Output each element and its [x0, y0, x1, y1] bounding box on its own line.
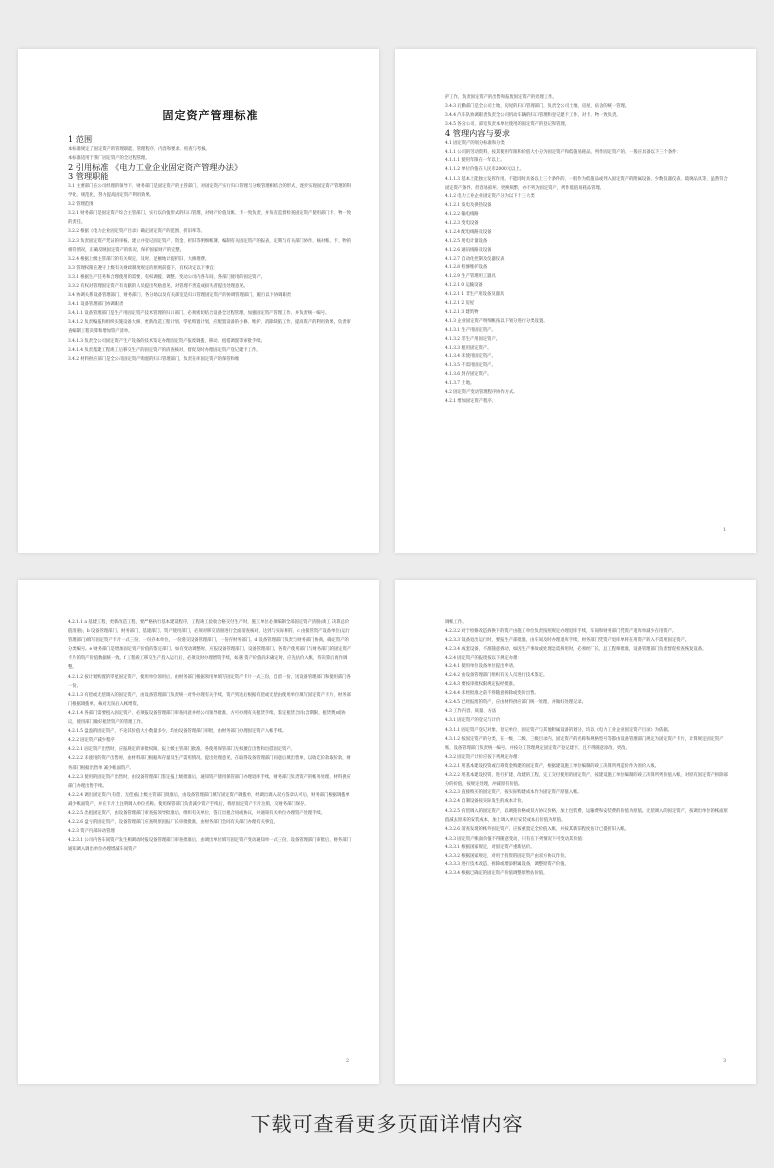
paragraph: 4.1.1 公司的劳动资料，按其使用年限和价值大小分为固定资产和低值易耗品，列作固定资产的，一般应具备以下三个条件： — [445, 150, 681, 156]
paragraph: 4.1.2.3 变电设备 — [445, 220, 479, 226]
paragraph: 3.4.1.2 负责编报和组织实施设备大修、更新改造工程计划、零星购置计划，应配置设备的小修、维护、消除缺陷工作，提高资产的利用效果，负责审查编制工程决算和增加资产清单。 — [68, 320, 351, 335]
page-number: 2 — [346, 1059, 349, 1064]
paragraph: 4.1.3.2 非生产用固定资产。 — [445, 336, 501, 342]
paragraph: 4.2.3.3 设备退出运行时，要报生产部批准，由车间及时办理退库手续，财务部门凭资产退库单将在用资产转入不需用固定资产。 — [445, 638, 690, 644]
paragraph: 3.4.3 后勤部门是全公司土地、房屋的归口管理部门，负责全公司土地、房屋、宿舍的统一管理。 — [445, 104, 630, 110]
paragraph: 3.3 管理权限在遵守上级有关财政制度规定的原则前提下，有权决定以下事宜： — [68, 265, 218, 271]
paragraph: 4.2.4.2 由设备管理部门组织有关人员进行技术鉴定。 — [445, 673, 548, 679]
paragraph: 4.1.2.9 生产管理用工器具 — [445, 274, 496, 280]
paragraph: 4.3.3.2 根据国家规定，对用于投资的固定资产由双方协议作价。 — [445, 853, 569, 859]
paragraph: 3.4.2 材料供应部门是全公司固定资产购置的归口管理部门，负责在库固定资产的保管和维 — [68, 356, 240, 362]
paragraph: 4.1 固定资产的划分标准和分类 — [445, 140, 505, 146]
paragraph: 3.3.1 根据生产任务和合理使用的需要，有权调拨、调整、变动公司内各车间、各部门使用的固定资产。 — [68, 274, 266, 280]
paragraph: 4.2.3.2 对于检修改造拆换下的资产由施工单位负责按照规定办理退库手续，车间和财务部门凭资产退库单减少在用资产。 — [445, 629, 677, 635]
document-page-1 — [18, 49, 379, 553]
paragraph: 4.2.1.2 按计划购置的零星固定资产，使用单位领用后，由财务部门根据领用单填写固定资产卡片一式三份，自留一份，送设备管理部门和使用部门各一份。 — [68, 674, 351, 689]
paragraph: 4.2.4.1 使用单位设备单位提出申请。 — [445, 664, 518, 670]
paragraph: 4.1.2.1 发电及供热设备 — [445, 203, 492, 209]
document-page-4 — [395, 580, 756, 1084]
paragraph: 4.1.1.3 基本上能独立发挥作用。不能同时具备以上三个条件的，一般作为低值品或列入固定资产的附属设备，少数仪器仪表、玻璃品具等，虽然符合固定资产条件，但容易损坏，更换频繁，亦不列为固定资产，列作低值易耗品管理。 — [445, 176, 728, 192]
paragraph: 4.3.1.2 按固定资产的分类，在一级、二级、三级目录内，固定资产的名称和规格型号等都由设备管理部门规定为固定资产卡片，计算规定固定资产账，设备管理部门负责统一编号，并按分工管理规定固定资产登记建卡，且不得随意涂改、更改。 — [445, 736, 724, 751]
paragraph: 4.1.2.7 自动化控制及仪器仪表 — [445, 256, 505, 262]
paragraph: 4.1.3.7 土地。 — [445, 381, 475, 387]
paragraph: 4.3.3.3 进行技术改造、拆除或增添附属设备，调整原资产价值。 — [445, 862, 569, 868]
paragraph: 4.3.1.1 固定资产登记对象、登记单位、固定资产与其他附属设备的划分，均以《电力工业企业固定资产目录》为依据。 — [445, 727, 672, 733]
paragraph: 4.1.2.2 输电线路 — [445, 211, 479, 217]
section-heading: 2 引用标准 《电力工业企业固定资产管理办法》 — [68, 161, 243, 172]
section-heading: 1 范围 — [68, 134, 93, 144]
paragraph: 3.2 管理范围 — [68, 202, 94, 208]
paragraph: 3.4.5 各分公司、部室负责本单位使用的固定资产的登记和管理。 — [445, 122, 570, 128]
paragraph: 护工作，负责固定资产的出售和报废固定资产的处理工作。 — [445, 95, 557, 100]
paragraph: 本标准适用于我厂固定资产的全过程管理。 — [68, 155, 150, 161]
paragraph: 4.2.4.5 已经报废的资产，应由材料供应部门统一处理，并做好处理记录。 — [445, 700, 587, 706]
paragraph: 4.2 固定资产变动管理程序协作方式。 — [445, 390, 518, 396]
paragraph: 本标准规定了固定资产的管理职能、管理程序、内容和要求、检查与考核。 — [68, 146, 210, 152]
paragraph: 4.3.2.2 用基本建设投资，进行扩建、改建的工程，完工交付使用的固定资产，按建设施工单位编制的竣工决算所列价值入帐，对原有固定资产拆除部分的价值，按规定处理，冲减原有价值。 — [445, 773, 728, 788]
page-number: 1 — [723, 528, 726, 533]
paragraph: 4.2.2.5 出租固定资产，由设备管理部门审查报领导批准后，组织有关单位，签订出租合同或协议，并通知有关单位办理资产处理手续。 — [68, 810, 326, 816]
document-title: 固定资产管理标准 — [162, 109, 259, 122]
paragraph: 4.3.3 固定资产帐面价值不得随意变动，只有在下列情况下可变动其价值： — [445, 836, 587, 842]
paragraph: 4.2.3.1 公司内各车间资产发生相调动时报设备管理部门审查批准后，由调出单位填写固定资产变动通知单一式三份，设备管理部门审批后，财务部门通知调入调出单位办理增减车间资产 — [68, 838, 351, 853]
section-heading: 3 管理职能 — [68, 171, 109, 182]
paragraph: 3.4.1.1 设备管理部门是生产用固定资产技术管理的归口部门，必须密切结合设备全过程管理，加强固定资产管理工作，并负责统一编号。 — [68, 311, 330, 317]
paragraph: 4.2.2.1 固定资产出售时，应报规定的审批权限，报上级主管部门批准，各使用保管部门无权擅自出售和出借固定资产。 — [68, 747, 295, 753]
paragraph: 4.1.3.6 封存固定资产。 — [445, 372, 492, 378]
paragraph: 4.1.1.1 使用年限在一年以上。 — [445, 158, 505, 164]
paragraph: 4.1.3 企业固定资产明细帐按以下划分进行分类设置。 — [445, 318, 548, 324]
paragraph: 3.2.2 根据《电力企业固定资产目录》确定固定资产的范围、折旧率等。 — [68, 229, 205, 235]
paragraph: 4.3.1 固定资产的登记与计价 — [445, 717, 501, 723]
paragraph: 4.3.2.6 清查发现的帐外固定资产，应按重置完全价值入帐，并按其新旧程度估计已提折旧入帐。 — [445, 827, 629, 833]
paragraph: 4.1.2.4 配电线路及设备 — [445, 229, 492, 235]
paragraph: 4.2.1.5 盘盈的固定资产，不论其价值大小数量多少，均由设备管理部门审批，由财务部门办理固定资产入帐手续。 — [68, 729, 287, 735]
page-content — [445, 93, 730, 407]
paragraph: 4.2.4.4 未经批准之前不得随意拆除或变价出售。 — [445, 691, 539, 697]
paragraph: 4.2.3.4 成套设备，不准随意拆动，如因生产事故或处理急需拆用时，必须经厂长，总工程师批准，设备管理部门负责督促检查恢复设备。 — [445, 647, 707, 653]
paragraph: 3.4 协调关系设备管理部门、财务部门、各分场以及有关部室是归口管理固定资产的协调管理部门，履行以下协调职责 — [68, 293, 292, 299]
paragraph: 3.4.1.3 负责全公司固定资产生产设备的技术鉴定办理固定资产报废调拨、移动、租借调置等审批手续。 — [68, 338, 265, 344]
paragraph: 4.2.2.2 未使用的资产出售时，由材料部门根据库存量及生产需用情况，提出处理意见，在取得设备管理部门同意后填出售单，以收讫价款取价款，财务部门根据出售单 减少帐面资产。 — [68, 756, 351, 771]
paragraph: 3.4.1.4 负责基建工程竣工后移交生产的固定资产的清查核对，督促及时办理固定资产登记建卡工作。 — [68, 347, 261, 353]
paragraph: 4.1.2.1 2 房屋 — [445, 301, 475, 307]
paragraph: 4.3.2 固定资产计价应按下列规定办理： — [445, 755, 522, 761]
paragraph: 4.2.2.6 盘亏的固定资产，设备管理部门应查明原因报厂长审批批准，由财务部门会同有关部门办理有关事宜。 — [68, 820, 278, 826]
document-page-3 — [18, 580, 379, 1084]
paragraph: 4.3.2.3 直接购买的固定资产，按实际购建成本作为固定资产原值入帐。 — [445, 790, 582, 796]
paragraph: 4.1.2 电力工业企业固定资产分为以下十三大类 — [445, 194, 535, 200]
paragraph: 调帐工作。 — [445, 620, 467, 625]
paragraph: 3.2.4 根据上级主管部门的有关规定，及时、足额地计提折旧、大修理费。 — [68, 256, 210, 262]
download-more-banner[interactable]: 下载可查看更多页面详情内容 — [250, 1112, 524, 1136]
paragraph: 3.3.2 有权对管理固定资产有贡献的人员提出奖励意见，对管理不善造成损失者提出处理意见。 — [68, 284, 248, 289]
paragraph: 4.2.4 固定资产的报废按以下规定办理： — [445, 656, 522, 662]
paragraph: 4.1.2.1 1 非生产用设备及器具 — [445, 292, 505, 298]
paragraph: 4.2.2 固定资产减少程序 — [68, 738, 115, 744]
paragraph: 4.2.2.3 使用的固定资产出售时，由设备管理部门鉴定报上级批准后，通知资产使用保管部门办理退库手续，财务部门负责资产的帐务处理，材料供应部门办理出售手续。 — [68, 774, 351, 789]
paragraph: 4.2.1.1 a 基建工程、更新改造工程，要严格执行基本建设程序，工程竣工验收合格交付生产时，施工单位必须编制全部固定资产清册(竣工 决算总价值清册)，b 设备管理部门、财务部门、基建部门、资产使用部门，必须对移交清册进行全面清查核对，达到与实际相符，c 由接管资产设备单位(运行管理部门)填写固定资产卡片一式三份，一份存本单位，一份递交设备管理部门，一份存财务部门。d 设备管理部门负责与财务部门协商，确定资产的分类编号。e 财务部门是增加固定资产价值的鉴定部门，如有变动调整时，应报设备管理部门、设备管理部门，各资产使用部门与财务部门的固定资产卡片的资产价值数据统一致。f 工程竣工移交生产投入运行后，必须及时办理增资手续，如遇 资产价值尚未确定时，应先估价入帐，待决算后再作调整。 — [68, 620, 352, 671]
page-content — [445, 618, 730, 879]
paragraph: 4.1.3.5 不需用固定资产。 — [445, 363, 496, 369]
paragraph: 4.3.2.5 有偿调入的固定资产，以调拨价格或双方协议价格，加上包装费、运输费和安装费的价值为原值。无偿调入的固定资产，按调出单位的帐面原值减去原来的安装成本，加上调入单位安装成本后价值为原值。 — [445, 809, 728, 824]
paragraph: 4.1.2.6 通讯线路及设备 — [445, 247, 492, 253]
paragraph: 3.4.4 汽车队协调职责负责全公司机动车辆的归口管理和登记建卡工作，对卡、物一致负责。 — [445, 113, 621, 119]
section-heading: 4 管理内容与要求 — [445, 128, 511, 139]
paragraph: 4.1.2.8 检修维护设备 — [445, 265, 488, 271]
paragraph: 4.3.3.1 根据国家规定，对固定资产重新估价。 — [445, 844, 535, 850]
page-content — [68, 618, 353, 854]
paragraph: 4.1.3.3 租用固定资产。 — [445, 345, 492, 351]
paragraph: 4.1.1.2 单位价值在人民币2000元以上。 — [445, 167, 524, 173]
paragraph: 3.4.1 设备管理部门协调职责 — [68, 302, 124, 308]
paragraph: 3.1 主要部门在公司经理的领导下，财务部门是固定资产的主管部门，对固定资产实行归口管理与分级管理相结合的形式，逐步实现固定资产管理的科学化、规范化、努力提高固定资产利用效果。 — [68, 183, 352, 199]
paragraph: 4.2.4.3 要按审批权限规定报经批准。 — [445, 682, 518, 688]
paragraph: 4.3 工作内容、质量、方法 — [445, 709, 497, 714]
paragraph: 3.2.1 财务部门是固定资产综合主管部门，实行以价值形式的归口管理，对财产价值及帐、卡一致负责，并负有监督检查固定资产使用部门卡、物一致的责任。 — [68, 211, 351, 226]
document-page-2 — [395, 49, 756, 553]
paragraph: 4.2.1 增加固定资产程序。 — [445, 399, 496, 404]
paragraph: 4.1.2.1 0 运输设备 — [445, 283, 483, 289]
paragraph: 4.3.3.4 根据已确定的固定资产价值调整原暂估价值。 — [445, 871, 548, 877]
paragraph: 4.2.1.3 有偿或无偿调入的固定资产，由设备管理部门负责统一对外办理有关手续，资产到达后根据有偿或无偿由使用单位填写固定资产卡片，财务部门根据调拨单，核对无误后入帐增资。 — [68, 692, 351, 707]
page-number: 3 — [723, 1059, 726, 1064]
paragraph: 4.2.3 资产内部异动管理 — [68, 829, 115, 835]
paragraph: 4.2.2.4 调出固定资产(有偿、无偿)报上级主管部门批准后，由设备管理部门填写固定资产调拨单，经调出调入双方签章认可后，财务部门根据调拨单减少帐面资产，并在卡片上注明调入单位名称。使用保管部门负责减少资产手续后，将原固定资产卡片注销，交财务部门保存。 — [68, 792, 350, 807]
paragraph: 4.1.2.1 3 建筑物 — [445, 309, 479, 315]
paragraph: 4.3.2.1 用基本建设投资或自筹资金购建的固定资产，根据建设施工单位编制的竣工决算所列造价作为原价入账。 — [445, 764, 660, 770]
page-content — [68, 135, 353, 364]
paragraph: 4.3.2.4 自制设备按实际发生的成本计价。 — [445, 799, 526, 805]
paragraph: 4.2.1.4 各部门需要租入固定资产，必须报设备管理部门审查同意并经公司领导批准，方可办理有关租赁手续，鉴定租赁合同(含期限、租赁费)或协议，使用部门做好租赁资产的管理工作。 — [68, 710, 346, 726]
paragraph: 4.1.3.1 生产用固定资产。 — [445, 327, 496, 333]
paragraph: 3.2.3 负责固定资产凭证的审核，建立并登记固定资产、资金、折旧等明细帐簿，编制有关固定资产的报表，定期与有关部门协作，核对帐、卡、物的相符情况，正确反映固定资产的状况，保护国家财产的完整。 — [68, 238, 351, 253]
paragraph: 4.1.2.5 用电计量设备 — [445, 238, 488, 244]
paragraph: 4.1.3.4 未使用固定资产。 — [445, 354, 496, 360]
